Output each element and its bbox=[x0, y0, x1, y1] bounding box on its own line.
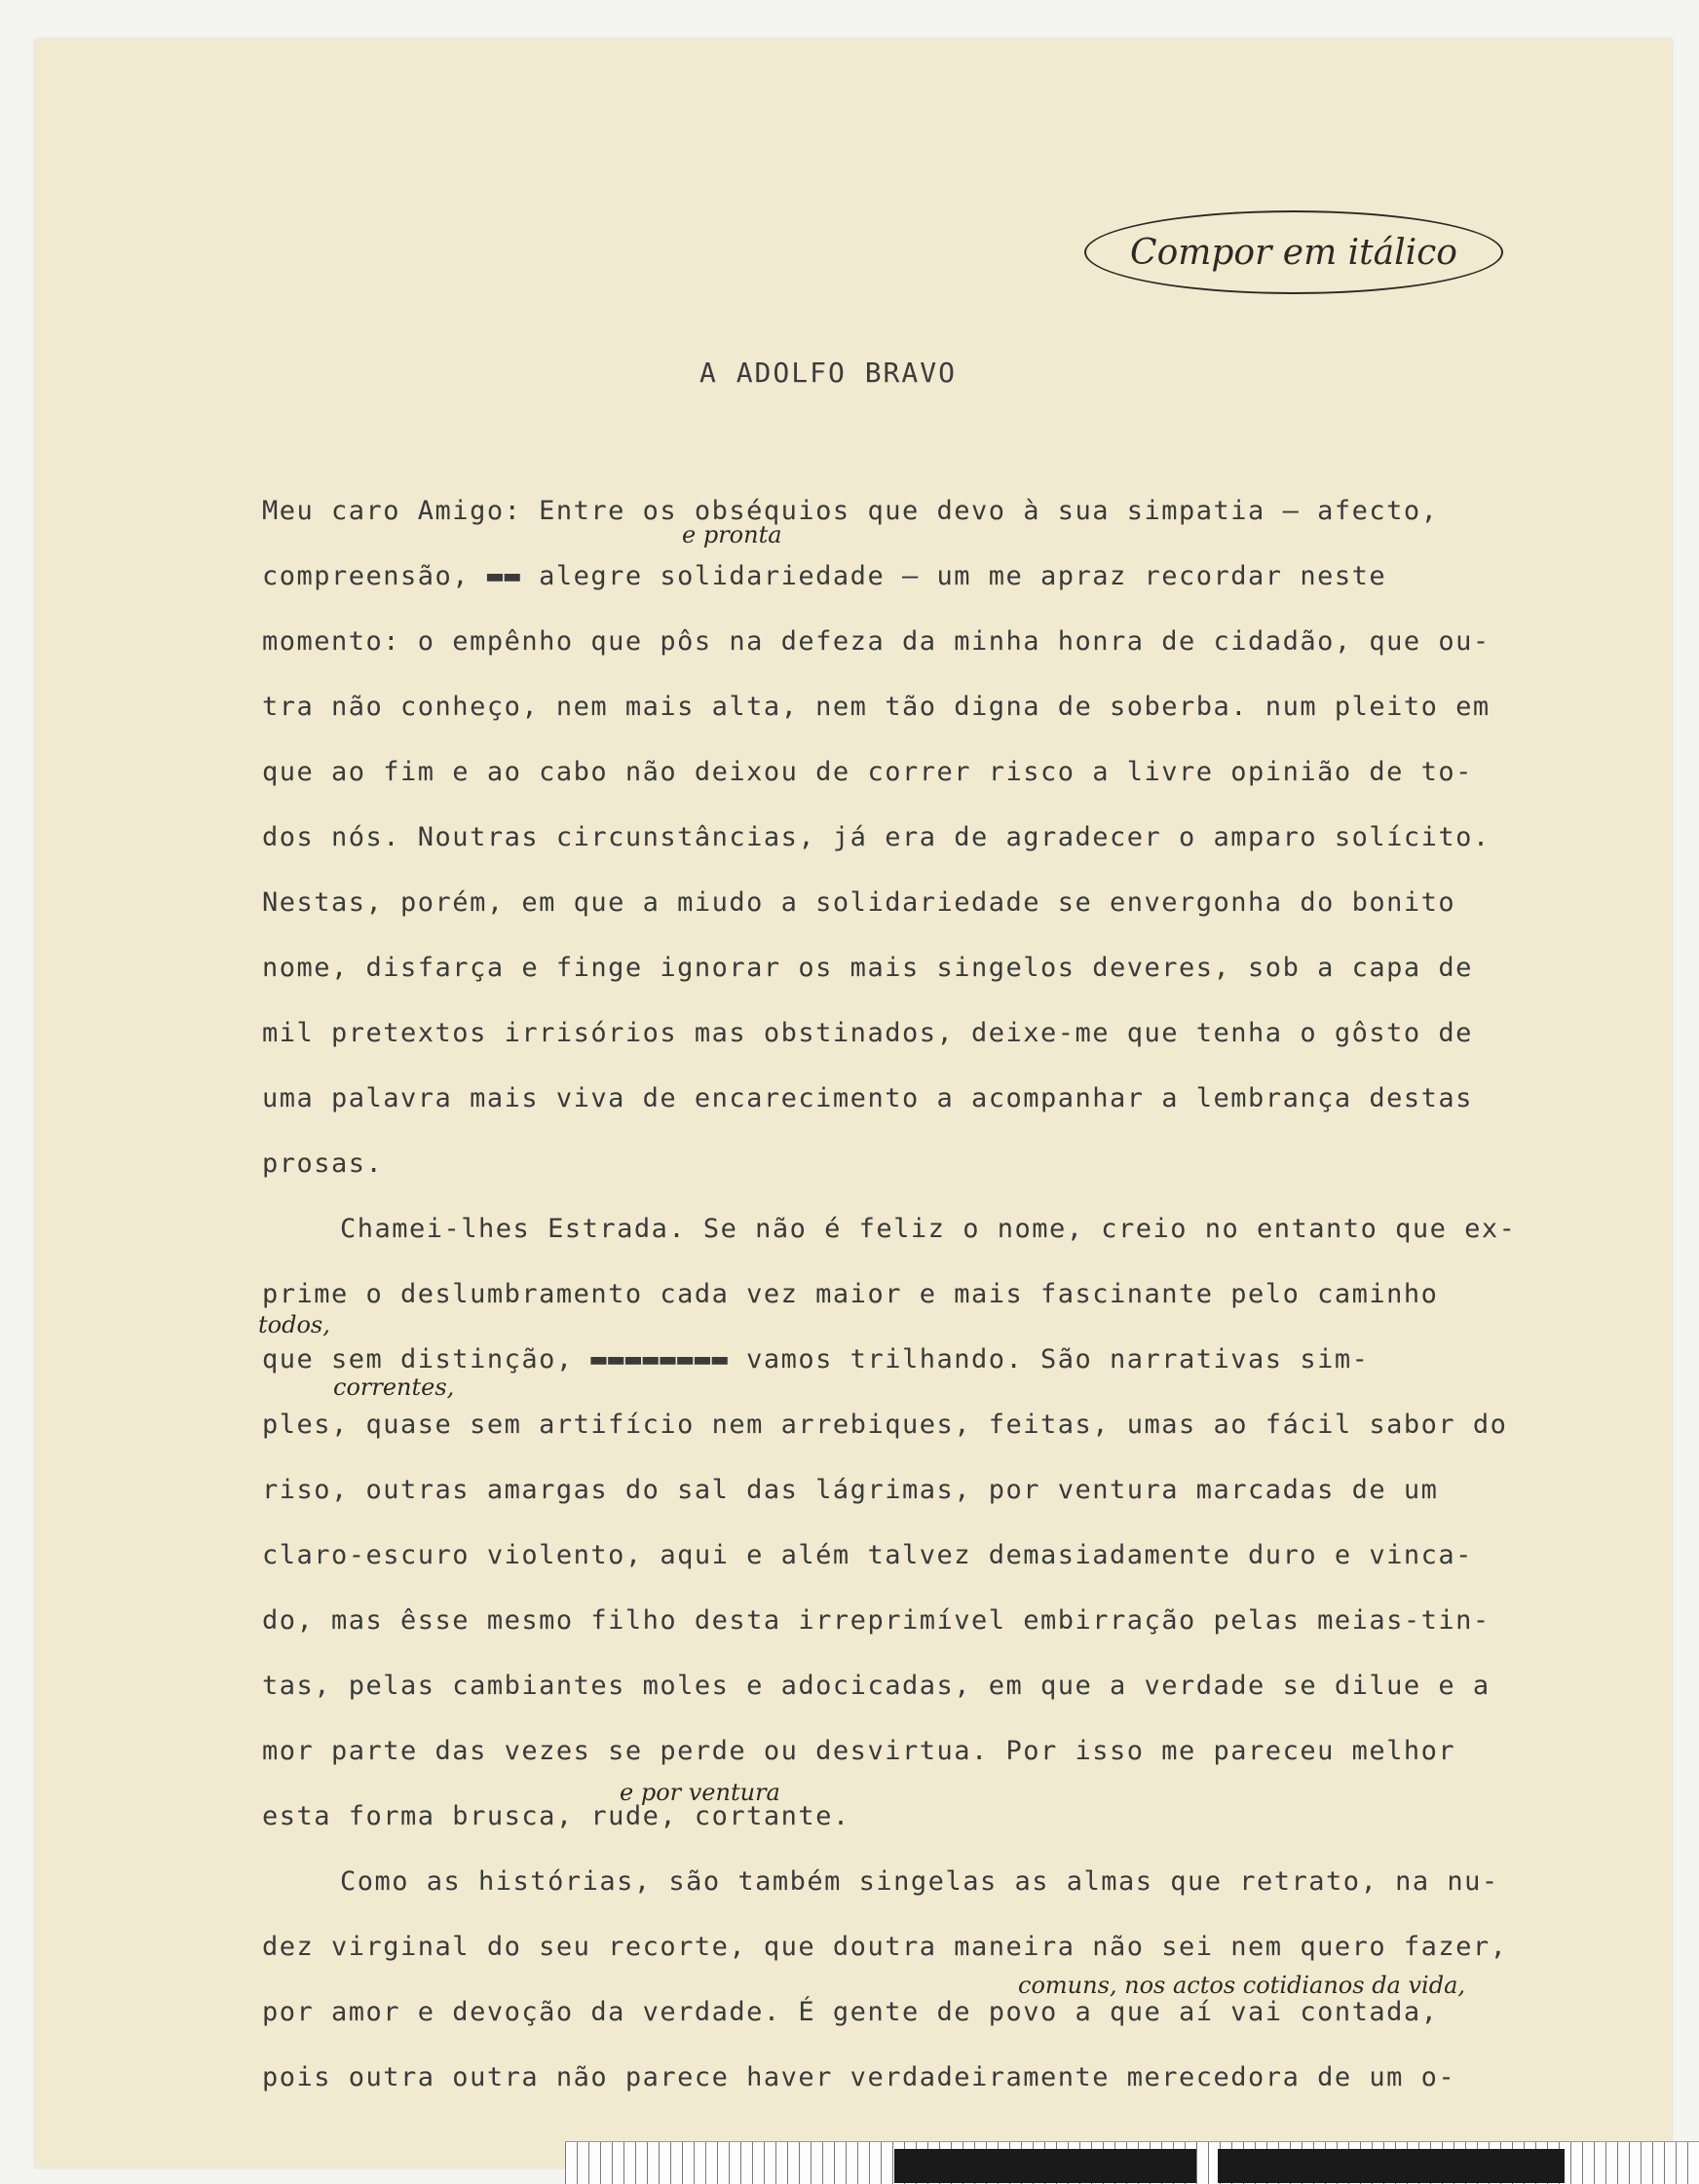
text-line: compreensão, ▬▬ alegre solidariedade — um me apraz recordar neste bbox=[262, 561, 1387, 591]
handwritten-insertion: comuns, nos actos cotidianos da vida, bbox=[1018, 1972, 1466, 1999]
text-line: Como as histórias, são também singelas as almas que retrato, na nu- bbox=[340, 1866, 1499, 1897]
handwritten-insertion: e por ventura bbox=[620, 1779, 780, 1806]
text-line: prime o deslumbramento cada vez maior e mais fascinante pelo caminho bbox=[262, 1279, 1439, 1309]
text-line: mor parte das vezes se perde ou desvirtua. Por isso me pareceu melhor bbox=[262, 1736, 1456, 1766]
document-title: A ADOLFO BRAVO bbox=[698, 357, 957, 389]
text-line: esta forma brusca, rude, cortante. bbox=[262, 1801, 850, 1831]
text-line: do, mas êsse mesmo filho desta irreprimível embirração pelas meias-tin- bbox=[262, 1605, 1491, 1636]
document-body bbox=[262, 485, 1665, 2117]
handwritten-note: Compor em itálico bbox=[1130, 232, 1457, 273]
text-line: ples, quase sem artifício nem arrebiques, feitas, umas ao fácil sabor do bbox=[262, 1410, 1508, 1440]
text-line: que ao fim e ao cabo não deixou de correr risco a livre opinião de to- bbox=[262, 757, 1473, 787]
color-bar bbox=[894, 2149, 1196, 2183]
text-line: riso, outras amargas do sal das lágrimas, por ventura marcadas de um bbox=[262, 1475, 1439, 1505]
text-line: claro-escuro violento, aqui e além talvez demasiadamente duro e vinca- bbox=[262, 1540, 1473, 1570]
text-line: que sem distinção, ▬▬▬▬▬▬▬▬ vamos trilhando. São narrativas sim- bbox=[262, 1344, 1370, 1374]
text-line: pois outra outra não parece haver verdadeiramente merecedora de um o- bbox=[262, 2062, 1456, 2092]
handwritten-insertion: correntes, bbox=[333, 1374, 455, 1401]
text-line: tra não conheço, nem mais alta, nem tão digna de soberba. num pleito em bbox=[262, 692, 1491, 722]
text-line: Meu caro Amigo: Entre os obséquios que devo à sua simpatia — afecto, bbox=[262, 496, 1439, 526]
text-line: dez virginal do seu recorte, que doutra maneira não sei nem quero fazer, bbox=[262, 1932, 1508, 1962]
handwritten-insertion: e pronta bbox=[682, 521, 782, 548]
text-line: Chamei-lhes Estrada. Se não é feliz o nome, creio no entanto que ex- bbox=[340, 1214, 1517, 1244]
text-line: prosas. bbox=[262, 1148, 384, 1179]
handwritten-insertion: todos, bbox=[258, 1311, 330, 1338]
text-line: tas, pelas cambiantes moles e adocicadas, em que a verdade se dilue e a bbox=[262, 1671, 1491, 1701]
text-line: momento: o empênho que pôs na defeza da minha honra de cidadão, que ou- bbox=[262, 626, 1491, 657]
text-line: nome, disfarça e finge ignorar os mais singelos deveres, sob a capa de bbox=[262, 953, 1473, 983]
text-line: mil pretextos irrisórios mas obstinados, deixe-me que tenha o gôsto de bbox=[262, 1018, 1473, 1048]
color-bar bbox=[1218, 2149, 1565, 2183]
text-line: Nestas, porém, em que a miudo a solidariedade se envergonha do bonito bbox=[262, 887, 1456, 918]
text-line: por amor e devoção da verdade. É gente de povo a que aí vai contada, bbox=[262, 1997, 1439, 2027]
text-line: dos nós. Noutras circunstâncias, já era de agradecer o amparo solícito. bbox=[262, 822, 1491, 852]
text-line: uma palavra mais viva de encarecimento a acompanhar a lembrança destas bbox=[262, 1083, 1473, 1113]
handwritten-note-oval bbox=[1084, 210, 1503, 294]
